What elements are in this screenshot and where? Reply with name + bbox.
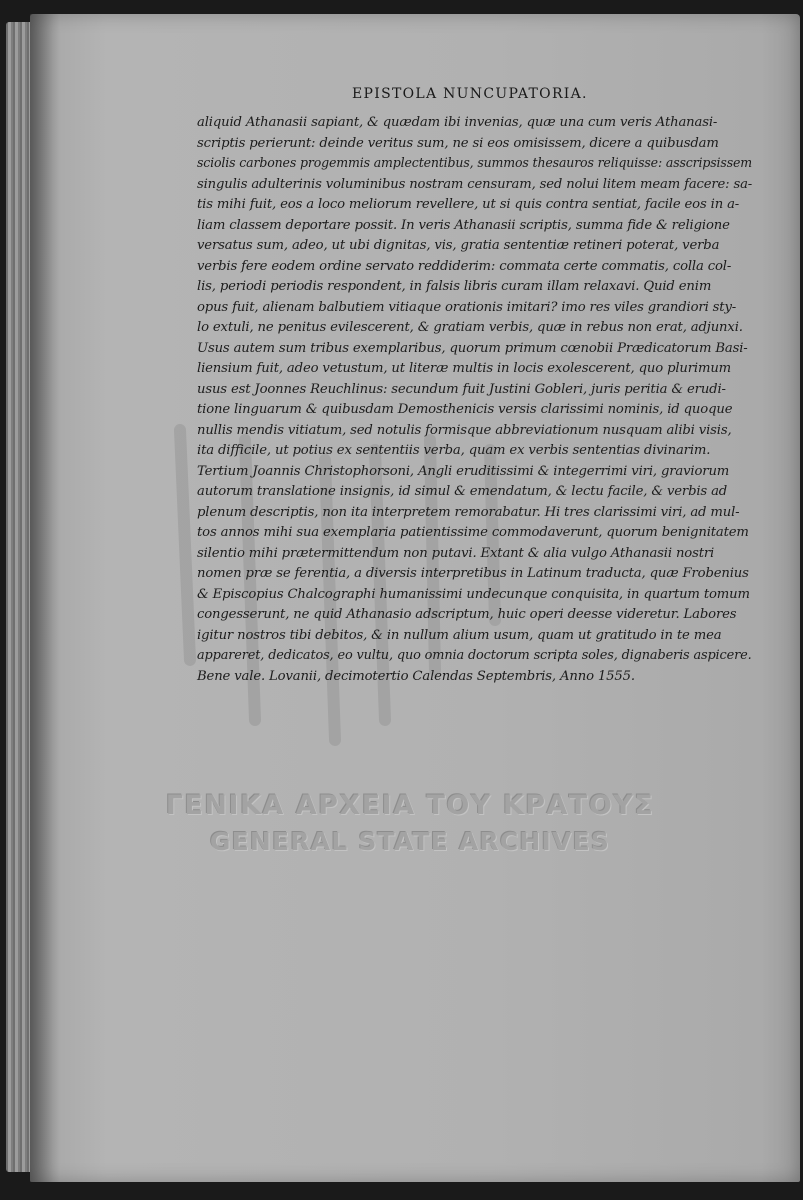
text-line: tione linguarum & quibusdam Demosthenicis versis clarissimi nominis, id quoque <box>197 402 733 417</box>
text-line: sciolis carbones progemmis amplectentibus, summos thesauros reliquisse: asscripsissem <box>197 156 753 171</box>
text-line: silentio mihi prætermittendum non putavi. Extant & alia vulgo Athanasii nostri <box>197 545 715 561</box>
text-line: ita difficile, ut potius ex sententiis verba, quam ex verbis sententias divinarim. <box>197 443 711 458</box>
text-line: plenum descriptis, non ita interpretem remorabatur. Hi tres clarissimi viri, ad mul- <box>197 504 740 520</box>
text-line: lis, periodi periodis respondent, in falsis libris curam illam relaxavi. Quid enim <box>197 279 712 294</box>
text-line: usus est Joonnes Reuchlinus: secundum fuit Justini Gobleri, juris peritia & erudi- <box>197 381 726 397</box>
archive-watermark <box>150 790 670 858</box>
text-line: & Episcopius Chalcographi humanissimi undecunque conquisita, in quartum tomum <box>197 586 750 602</box>
text-line: igitur nostros tibi debitos, & in nullum alium usum, quam ut gratitudo in te mea <box>197 627 722 643</box>
text-line: liam classem deportare possit. In veris Athanasii scriptis, summa fide & religione <box>197 217 730 233</box>
text-line: congesserunt, ne quid Athanasio adscriptum, huic operi deesse videretur. Labores <box>197 607 737 622</box>
text-line: tos annos mihi sua exemplaria patientissime commodaverunt, quorum benignitatem <box>197 525 749 540</box>
text-line: tis mihi fuit, eos a loco meliorum revellere, ut si quis contra sentiat, facile eos in a- <box>197 197 740 212</box>
text-line: singulis adulterinis voluminibus nostram censuram, sed nolui litem meam facere: sa- <box>197 176 753 192</box>
text-line: nullis mendis vitiatum, sed notulis formisque abbreviationum nusquam alibi visis, <box>197 422 732 438</box>
text-line: nomen præ se ferentia, a diversis interpretibus in Latinum traducta, quæ Frobenius <box>197 566 749 581</box>
text-line: Usus autem sum tribus exemplaribus, quorum primum cœnobii Prædicatorum Basi- <box>197 340 748 356</box>
text-line: lo extuli, ne penitus evilescerent, & gratiam verbis, quæ in rebus non erat, adjunxi. <box>197 320 743 335</box>
text-line: appareret, dedicatos, eo vultu, quo omnia doctorum scripta soles, dignaberis aspicere. <box>197 648 752 663</box>
text-line: opus fuit, alienam balbutiem vitiaque orationis imitari? imo res viles grandiori sty- <box>197 299 737 315</box>
text-line: aliquid Athanasii sapiant, & quædam ibi invenias, quæ una cum veris Athanasi- <box>197 115 718 130</box>
watermark-english: GENERAL STATE ARCHIVES <box>209 827 611 856</box>
page-header: EPISTOLA NUNCUPATORIA. <box>352 86 588 102</box>
text-line: autorum translatione insignis, id simul & emendatum, & lectu facile, & verbis ad <box>197 484 728 499</box>
text-line: Tertium Joannis Christophorsoni, Angli eruditissimi & integerrimi viri, graviorum <box>197 463 730 479</box>
letter-body <box>197 113 752 687</box>
text-line: Bene vale. Lovanii, decimotertio Calendas Septembris, Anno 1555. <box>197 668 635 684</box>
watermark-greek: ΓΕΝΙΚΑ ΑΡΧΕΙΑ ΤΟΥ ΚΡΑΤΟΥΣ <box>165 790 655 821</box>
text-line: versatus sum, adeo, ut ubi dignitas, vis, gratia sententiæ retineri poterat, verba <box>197 238 720 253</box>
binding-shadow <box>30 14 60 1182</box>
text-line: liensium fuit, adeo vetustum, ut literæ multis in locis exolescerent, quo plurimum <box>197 361 732 376</box>
text-line: scriptis perierunt: deinde veritus sum, ne si eos omisissem, dicere a quibusdam <box>197 135 719 151</box>
text-line: verbis fere eodem ordine servato reddiderim: commata certe commatis, colla col- <box>197 258 732 274</box>
